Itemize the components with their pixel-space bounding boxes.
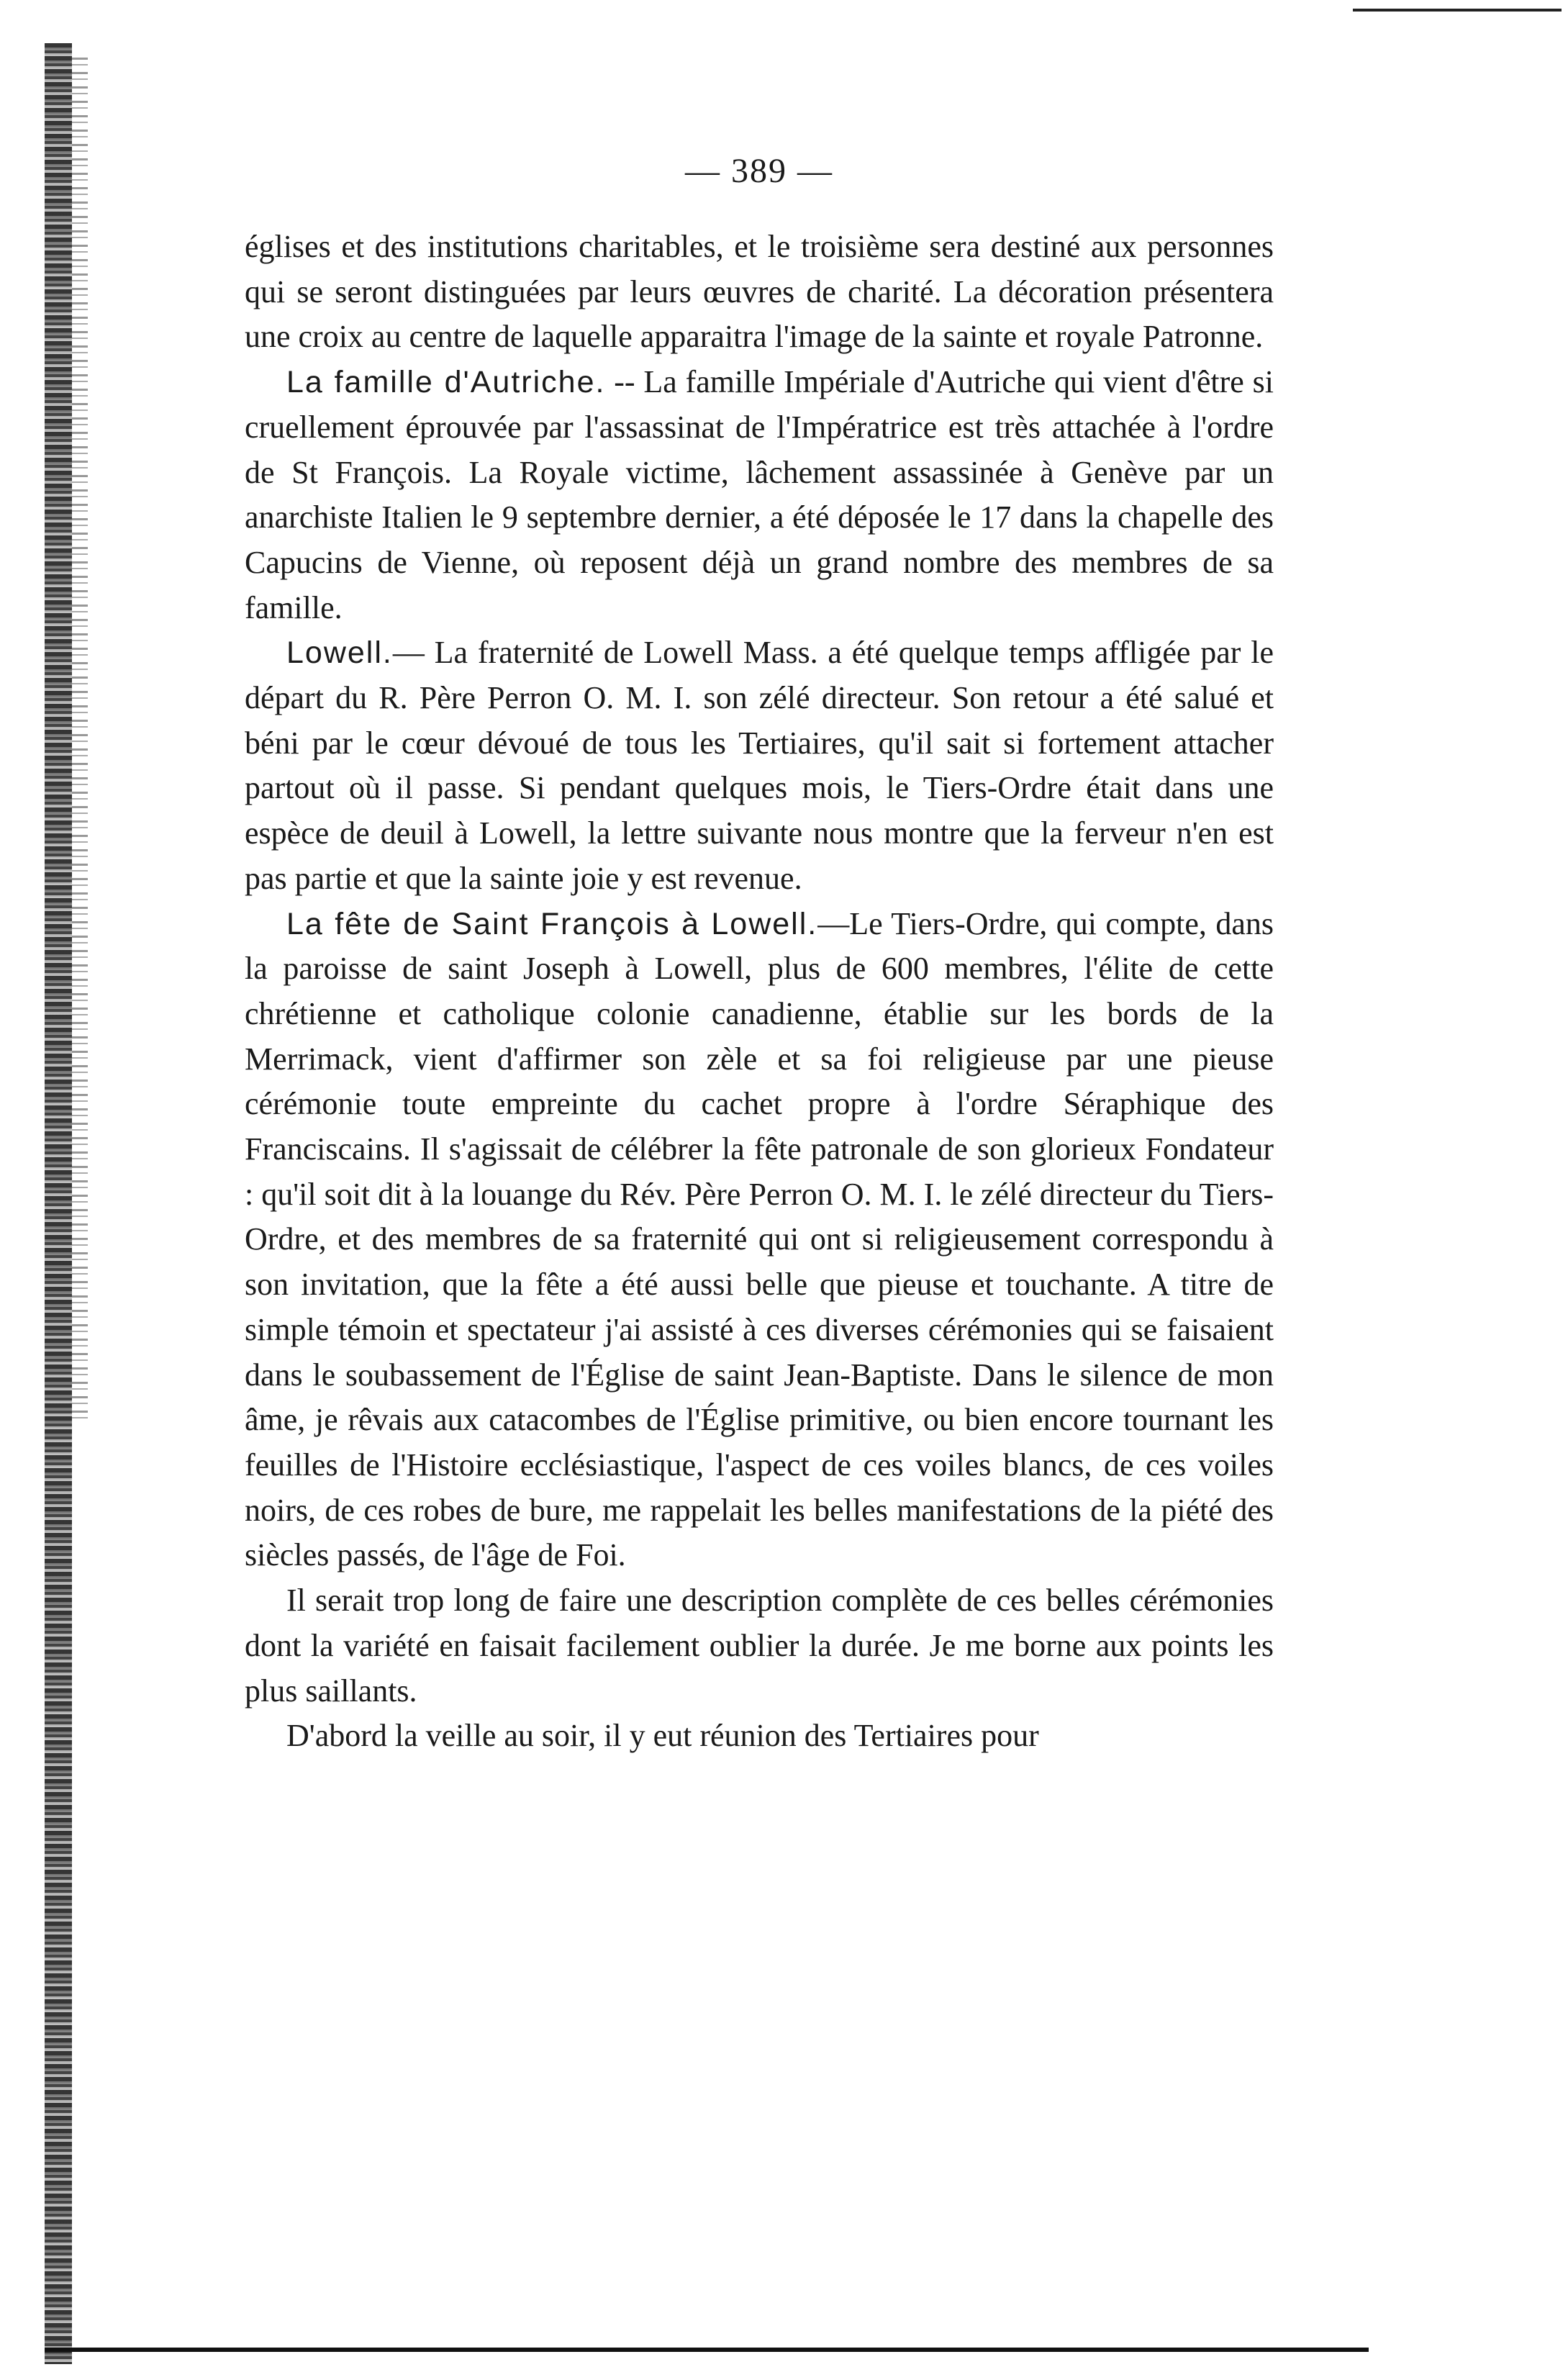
heading-famille-autriche: La famille d'Autriche. xyxy=(286,365,606,400)
scan-rule-top xyxy=(1353,9,1562,12)
paragraph-2-text: -- La famille Impériale d'Autriche qui vient d'être si cruellement éprouvée par l'assassinat de l'Impératrice est très attachée à l'ordre de St François. La Royale victime, lâchement assassinée à Genève par un anarchiste Italien le 9 septembre dernier, a été déposée le 17 dans la chapelle des Capucins de Vienne, où reposent déjà un grand nombre des membres de sa famille. xyxy=(245,364,1274,625)
paragraph-4-text: —Le Tiers-Ordre, qui compte, dans la paroisse de saint Joseph à Lowell, plus de 600 membres, l'élite de cette chrétienne et catholique colonie canadienne, établie sur les bords de la Merrimack, vient d'affirmer son zèle et sa foi religieuse par une pieuse cérémonie toute empreinte du cachet propre à l'ordre Séraphique des Franciscains. Il s'agissait de célébrer la fête patronale de son glorieux Fondateur : qu'il soit dit à la louange du Rév. Père Perron O. M. I. le zélé directeur du Tiers-Ordre, et des membres de sa fraternité qui ont si religieusement correspondu à son invitation, que la fête a été aussi belle que pieuse et touchante. A titre de simple témoin et spectateur j'ai assisté à ces diverses cérémonies qui se faisaient dans le soubassement de l'Église de saint Jean-Baptiste. Dans le silence de mon âme, je rêvais aux catacombes de l'Église primitive, ou bien encore tournant les feuilles de l'Histoire ecclésiastique, l'aspect de ces voiles blancs, de ces voiles noirs, de ces robes de bure, me rappelait les belles manifestations de la piété des siècles passés, de l'âge de Foi. xyxy=(245,905,1274,1573)
page-number: — 389 — xyxy=(685,152,833,190)
paragraph-3-text: — La fraternité de Lowell Mass. a été quelque temps affligée par le départ du R. Père Perron O. M. I. son zélé directeur. Son retour a été salué et béni par le cœur dévoué de tous les Tertiaires, qu'il sait si fortement attacher partout où il passe. Si pendant quelques mois, le Tiers-Ordre était dans une espèce de deuil à Lowell, la lettre suivante nous montre que la ferveur n'en est pas partie et que la sainte joie y est revenue. xyxy=(245,635,1274,896)
paragraph-4 xyxy=(245,902,1274,1579)
paragraph-5-text: Il serait trop long de faire une description complète de ces belles cérémonies dont la variété en faisait facilement oublier la durée. Je me borne aux points les plus saillants. xyxy=(245,1583,1274,1709)
page xyxy=(245,151,1274,1759)
paragraph-1-text: églises et des institutions charitables, et le troisième sera destiné aux personnes qui se seront distinguées par leurs œuvres de charité. La décoration présentera une croix au centre de laquelle apparaitra l'image de la sainte et royale Patronne. xyxy=(245,229,1274,355)
paragraph-5 xyxy=(245,1578,1274,1714)
body-text xyxy=(245,225,1274,1759)
scan-edge-bottom xyxy=(45,2348,1369,2352)
paragraph-3 xyxy=(245,630,1274,901)
paragraph-6 xyxy=(245,1714,1274,1759)
paragraph-1 xyxy=(245,225,1274,360)
paragraph-6-text: D'abord la veille au soir, il y eut réunion des Tertiaires pour xyxy=(286,1718,1039,1754)
scan-edge-left xyxy=(45,43,72,2364)
scan-edge-left-inner xyxy=(72,58,88,1425)
heading-lowell: Lowell. xyxy=(286,635,393,671)
paragraph-2 xyxy=(245,360,1274,630)
heading-fete-saint-francois: La fête de Saint François à Lowell. xyxy=(286,906,818,941)
